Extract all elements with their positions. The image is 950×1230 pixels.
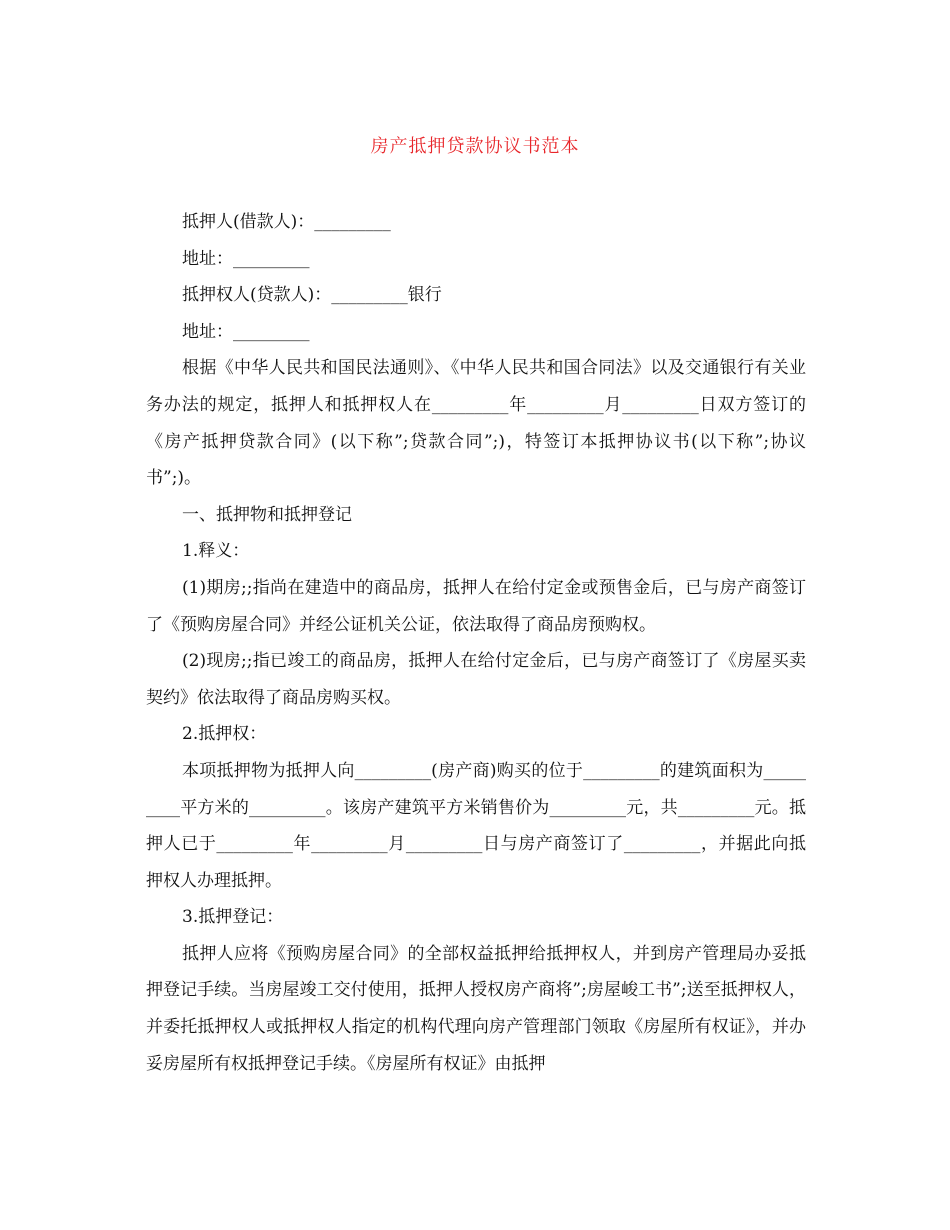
definition-futures-house: (1)期房;;指尚在建造中的商品房，抵押人在给付定金或预售金后，已与房产商签订了《预购房屋合同》并经公证机关公证，依法取得了商品房预购权。: [146, 577, 806, 635]
borrower-line: 抵押人(借款人)：_________: [182, 212, 391, 232]
lender-address-line: 地址：_________: [182, 321, 310, 342]
clause-heading-mortgage-right: 2.抵押权：: [182, 724, 267, 745]
lender-line: 抵押权人(贷款人)：_________银行: [182, 285, 442, 306]
clause-heading-registration: 3.抵押登记：: [182, 907, 284, 928]
registration-paragraph: 抵押人应将《预购房屋合同》的全部权益抵押给抵押权人，并到房产管理局办妥抵押登记手续。当房屋竣工交付使用，抵押人授权房产商将”;房屋峻工书”;送至抵押权人，并委托抵押权人或抵押权人指定的机构代理向房产管理部门领取《房屋所有权证》，并办妥房屋所有权抵押登记手续。《房屋所有权证》由抵押: [146, 943, 806, 1074]
section-heading-1: 一、抵押物和抵押登记: [182, 504, 352, 525]
document-title: 房产抵押贷款协议书范本: [370, 136, 580, 157]
mortgage-right-paragraph: 本项抵押物为抵押人向_________(房产商)购买的位于_________的建筑面积为_________平方米的_________。该房产建筑平方米销售价为_________元，共_________元。抵押人已于_________年_________月_________日与房产商签订了_________，并据此向抵押权人办理抵押。: [146, 760, 806, 891]
definition-existing-house: (2)现房;;指已竣工的商品房，抵押人在给付定金后，已与房产商签订了《房屋买卖契约》依法取得了商品房购买权。: [146, 651, 806, 708]
borrower-address-line: 地址：_________: [182, 248, 310, 269]
preamble-paragraph: 根据《中华人民共和国民法通则》、《中华人民共和国合同法》以及交通银行有关业务办法的规定，抵押人和抵押权人在_________年_________月_________日双方签订的《房产抵押贷款合同》(以下称”;贷款合同”;)，特签订本抵押协议书(以下称”;协议书”;)。: [146, 358, 806, 489]
clause-heading-definitions: 1.释义：: [182, 541, 250, 562]
document-body: [146, 204, 806, 1082]
